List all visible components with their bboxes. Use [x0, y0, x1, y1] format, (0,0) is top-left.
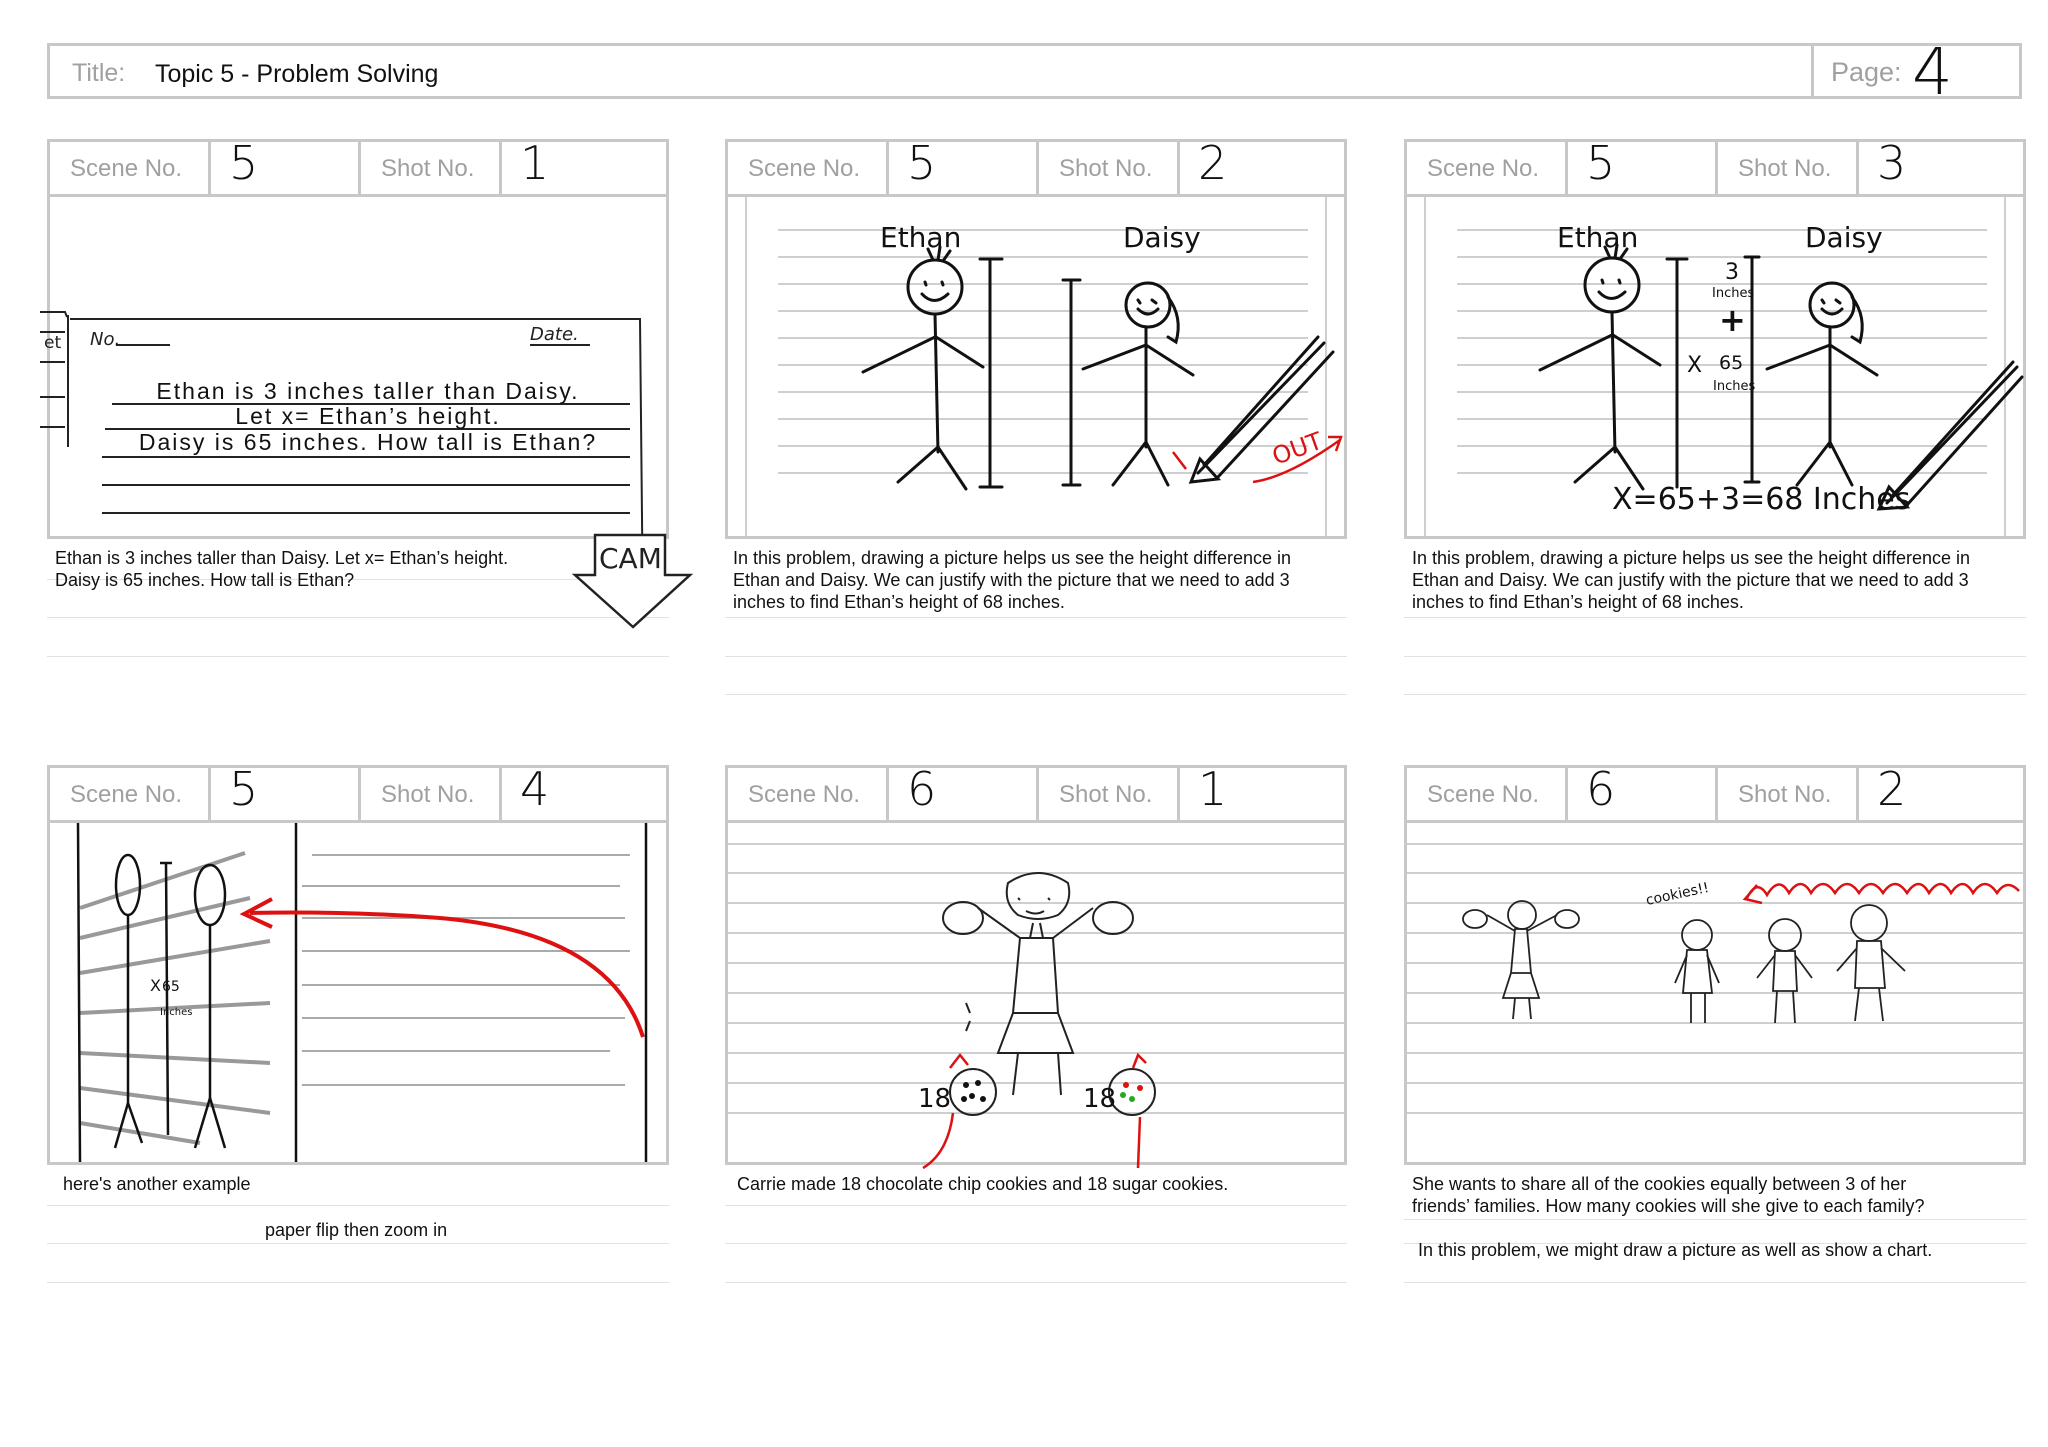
note-line: inches to find Ethan’s height of 68 inches.: [1412, 592, 1744, 612]
panel-head: [725, 762, 1347, 823]
cam-arrow-icon: [575, 527, 715, 647]
sketch-equation: X=65+3=68 Inches: [1612, 482, 1911, 517]
page-label: Page:: [1831, 57, 1902, 87]
scene-label: Scene No.: [1427, 155, 1540, 182]
shot-number: 3: [1877, 136, 1907, 190]
note-line: inches to find Ethan’s height of 68 inches.: [733, 592, 1065, 612]
panel-notes: [47, 1167, 669, 1327]
scene-number: 5: [907, 136, 937, 190]
shot-label: Shot No.: [1059, 781, 1153, 808]
sketch-no: No.: [90, 329, 121, 350]
sketch-plus: +: [1719, 301, 1746, 339]
panel-head: [725, 136, 1347, 197]
shot-label: Shot No.: [1738, 781, 1832, 808]
sketch-drawing: [728, 197, 1344, 536]
sketch-drawing: [50, 823, 666, 1162]
panel-head: [47, 762, 669, 823]
scene-label: Scene No.: [70, 781, 183, 808]
shot-number: 1: [1198, 762, 1228, 816]
sketch-inches-2: Inches: [1713, 379, 1756, 394]
sketch-frame: [1404, 194, 2026, 539]
shot-label: Shot No.: [1738, 155, 1832, 182]
sketch-problem-line3: Daisy is 65 inches. How tall is Ethan?: [138, 429, 598, 455]
sketch-65: 65: [1719, 352, 1744, 374]
note-line: In this problem, drawing a picture helps us see the height difference in: [733, 548, 1291, 568]
sketch-x: X: [1687, 353, 1703, 378]
scene-number: 6: [907, 762, 937, 816]
shot-number: 1: [520, 136, 550, 190]
storyboard-header: [47, 36, 2022, 110]
sketch-x: X: [150, 976, 161, 995]
title-label: Title:: [72, 59, 126, 87]
scene-number: 5: [229, 762, 259, 816]
panel-head: [1404, 762, 2026, 823]
sketch-drawing: [1407, 823, 2023, 1162]
sketch-count-chocolate: 18: [918, 1084, 952, 1114]
sketch-frame: [47, 820, 669, 1165]
note-line: Ethan is 3 inches taller than Daisy. Let x= Ethan’s height.: [55, 548, 509, 568]
sketch-cookies: cookies!!: [1644, 879, 1711, 909]
cam-label: CAM: [599, 542, 662, 575]
panel-notes: [1404, 1167, 2026, 1327]
panel-notes: [1404, 541, 2026, 701]
note-line: Ethan and Daisy. We can justify with the picture that we need to add 3: [733, 570, 1290, 590]
note-line: friends’ families. How many cookies will she give to each family?: [1412, 1196, 1925, 1216]
note-line: Daisy is 65 inches. How tall is Ethan?: [55, 570, 355, 590]
sketch-problem-line2: Let x= Ethan’s height.: [235, 403, 501, 429]
sketch-name-ethan: Ethan: [1557, 221, 1639, 254]
note-line: Carrie made 18 chocolate chip cookies and 18 sugar cookies.: [737, 1174, 1229, 1194]
sketch-problem-line1: Ethan is 3 inches taller than Daisy.: [156, 378, 580, 404]
sketch-three: 3: [1725, 260, 1739, 285]
sketch-drawing: [44, 197, 666, 536]
sketch-out: OUT: [1268, 426, 1327, 471]
sketch-side-text: et: [44, 333, 62, 353]
sketch-name-daisy: Daisy: [1805, 221, 1883, 254]
panel-head: [1404, 136, 2026, 197]
page-number: 4: [1912, 36, 1953, 110]
sketch-frame: [1404, 820, 2026, 1165]
shot-number: 2: [1198, 136, 1228, 190]
shot-number: 4: [520, 762, 550, 816]
sketch-inches-1: Inches: [1712, 286, 1755, 301]
note-line: In this problem, drawing a picture helps us see the height difference in: [1412, 548, 1970, 568]
shot-label: Shot No.: [381, 781, 475, 808]
panel-notes: [725, 541, 1347, 701]
note-line: Ethan and Daisy. We can justify with the picture that we need to add 3: [1412, 570, 1969, 590]
title-value: Topic 5 - Problem Solving: [155, 60, 439, 88]
sketch-count-sugar: 18: [1083, 1084, 1117, 1114]
note-line: here's another example: [63, 1174, 251, 1194]
scene-label: Scene No.: [748, 155, 861, 182]
scene-label: Scene No.: [748, 781, 861, 808]
sketch-65: 65: [162, 979, 180, 995]
shot-label: Shot No.: [381, 155, 475, 182]
sketch-frame: [44, 194, 669, 539]
note-line: paper flip then zoom in: [265, 1220, 448, 1240]
sketch-name-daisy: Daisy: [1123, 221, 1201, 254]
scene-number: 5: [229, 136, 259, 190]
scene-label: Scene No.: [1427, 781, 1540, 808]
sketch-date: Date.: [530, 324, 579, 345]
shot-number: 2: [1877, 762, 1907, 816]
sketch-inches: Inches: [160, 1007, 193, 1018]
sketch-drawing: [728, 823, 1344, 1162]
panel-notes: [725, 1167, 1347, 1327]
scene-number: 5: [1586, 136, 1616, 190]
note-line: She wants to share all of the cookies equally between 3 of her: [1412, 1174, 1907, 1194]
note-line: In this problem, we might draw a picture as well as show a chart.: [1418, 1240, 1933, 1260]
scene-label: Scene No.: [70, 155, 183, 182]
page-cell: [1811, 36, 2019, 110]
scene-number: 6: [1586, 762, 1616, 816]
sketch-name-ethan: Ethan: [880, 221, 962, 254]
panel-head: [47, 136, 669, 197]
sketch-frame: [725, 194, 1347, 539]
sketch-frame: [725, 820, 1347, 1165]
sketch-drawing: [1407, 197, 2023, 536]
shot-label: Shot No.: [1059, 155, 1153, 182]
